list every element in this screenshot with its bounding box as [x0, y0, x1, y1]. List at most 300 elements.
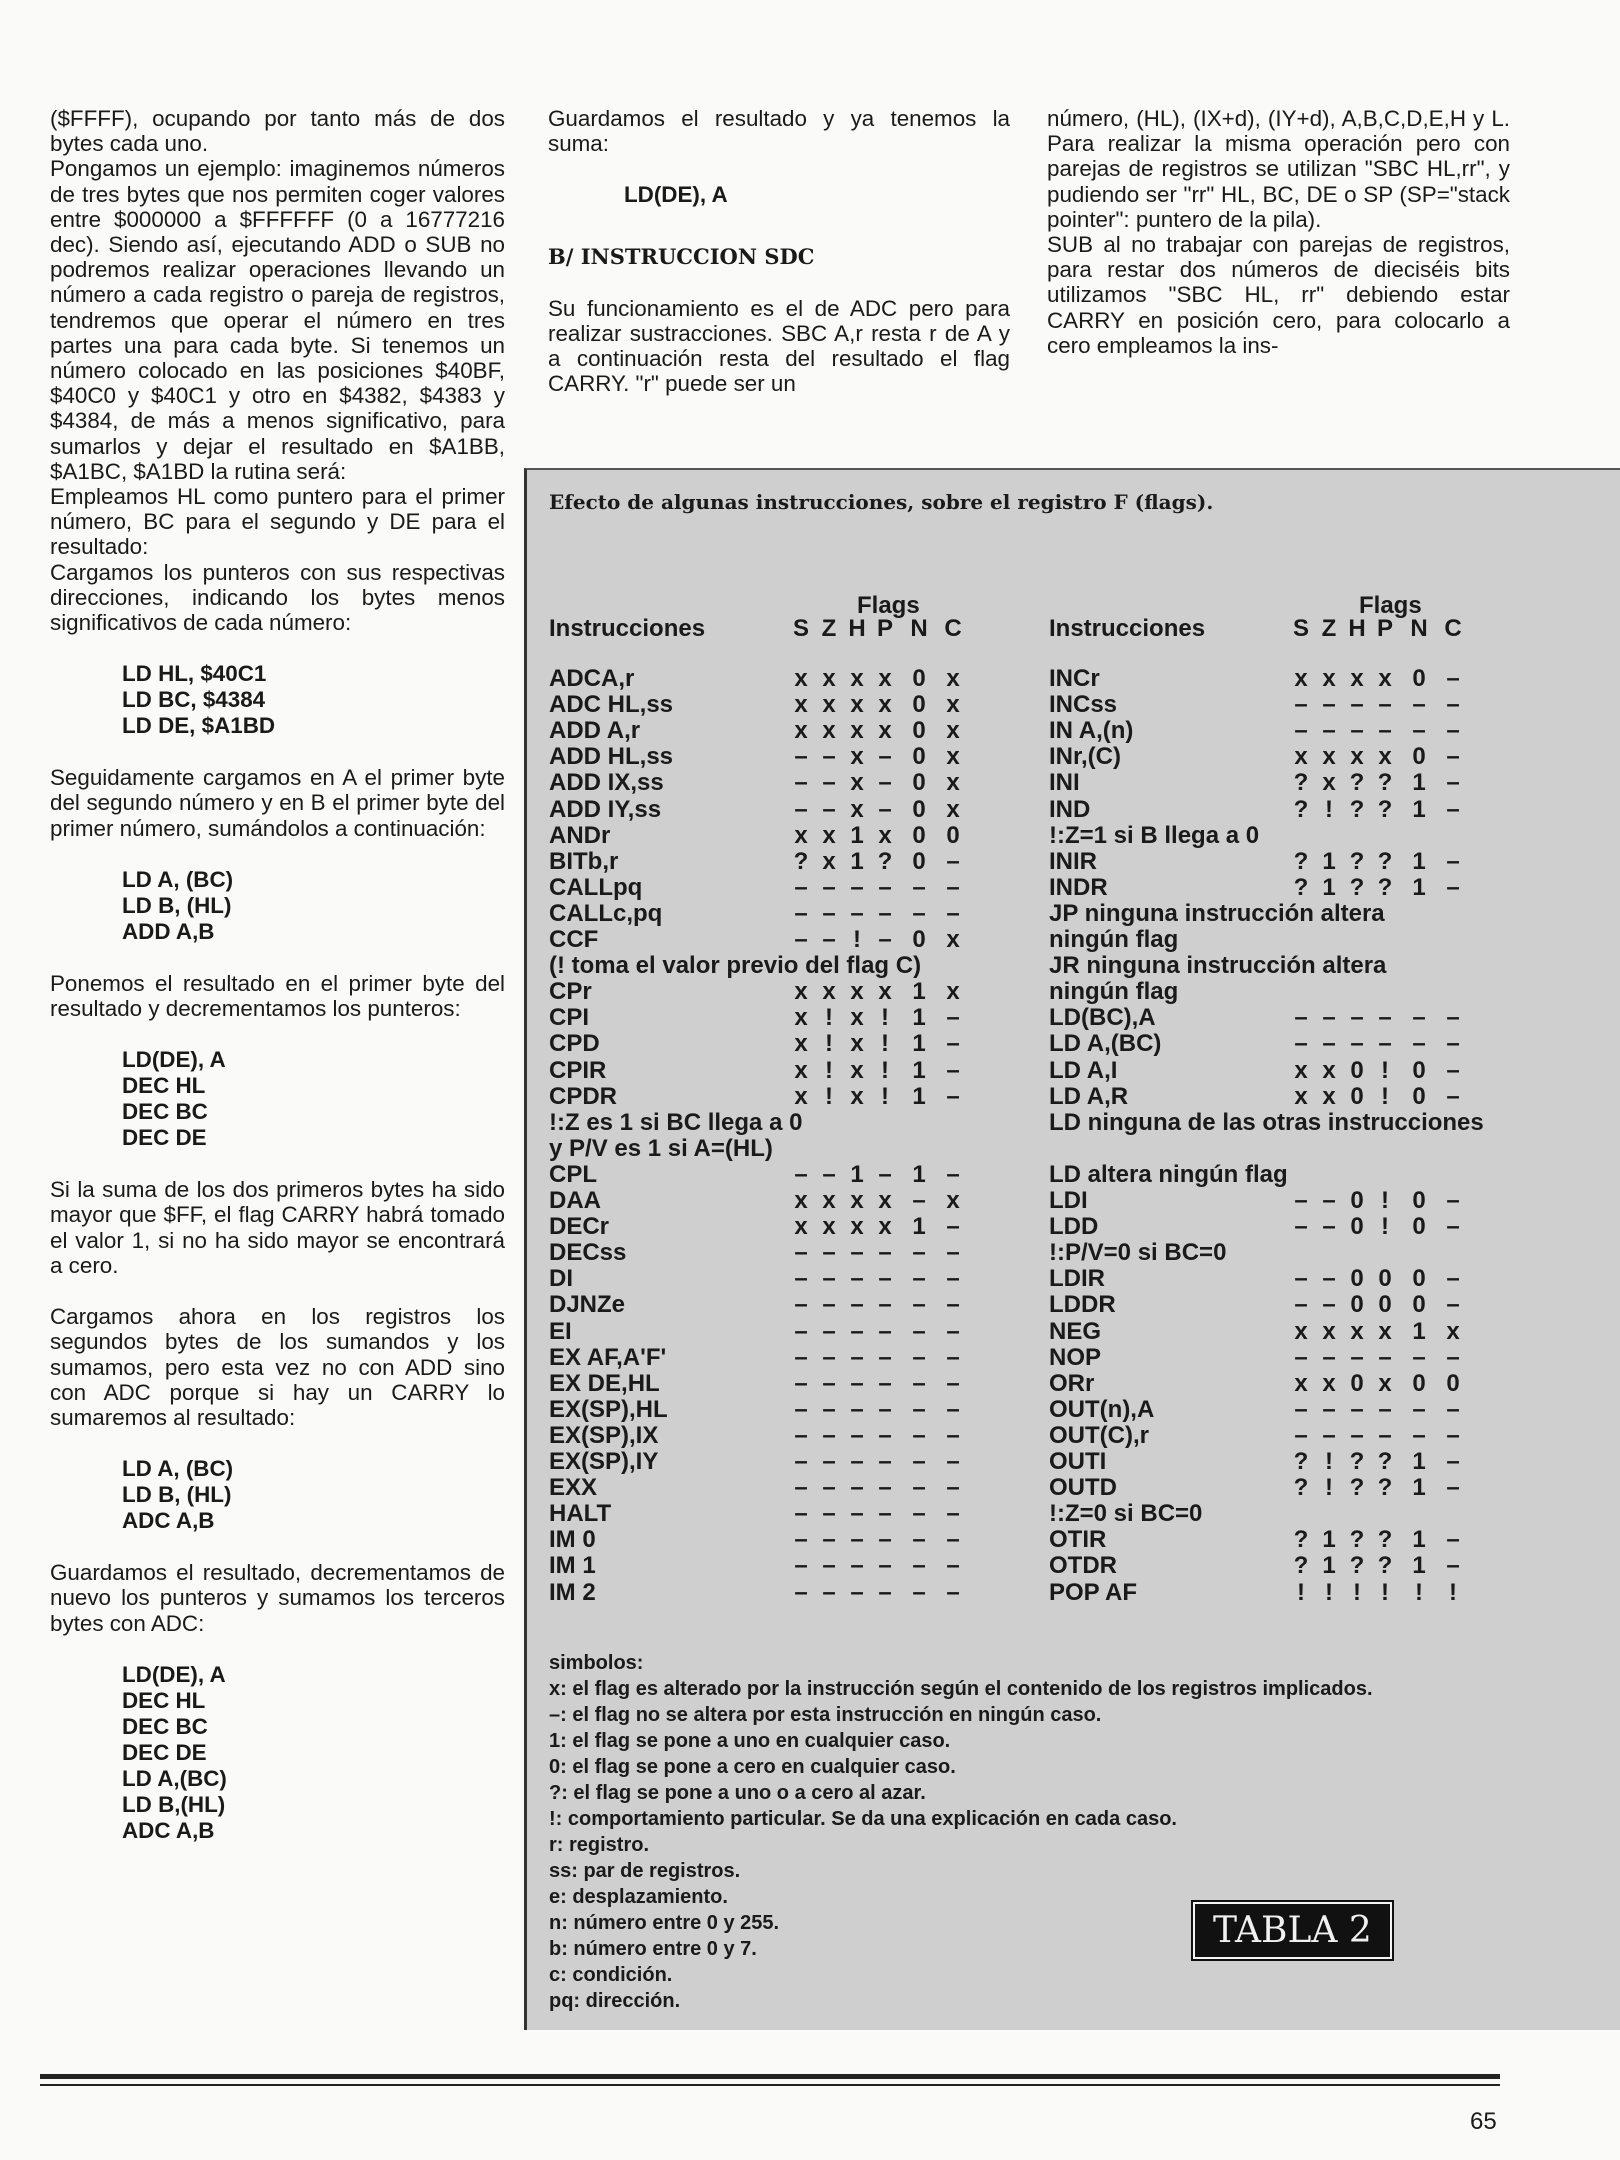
flag-cell: –	[1322, 1421, 1336, 1449]
flag-cell: 1	[1322, 873, 1336, 901]
flag-cell: 0	[912, 821, 926, 849]
flag-cell: 0	[1446, 1369, 1460, 1397]
flag-cell: !	[1325, 1448, 1333, 1475]
flag-cell: x	[794, 1004, 808, 1032]
flag-cell: 1	[912, 1160, 926, 1188]
instruction-name: OTDR	[1049, 1552, 1117, 1580]
flag-cell: –	[794, 926, 808, 953]
flag-cell: x	[850, 769, 864, 797]
flag-cell: –	[946, 899, 960, 927]
flag-cell: –	[1294, 1213, 1308, 1241]
flag-cell: –	[794, 1343, 808, 1371]
flag-cell: 1	[1412, 1448, 1426, 1475]
flag-cell: –	[794, 1474, 808, 1502]
flag-cell: –	[878, 926, 892, 953]
flag-cell: !	[881, 1082, 889, 1110]
flag-cell: ?	[1349, 795, 1365, 823]
table-row	[549, 692, 1029, 718]
instruction-name: CALLpq	[549, 873, 643, 901]
instruction-name: EX DE,HL	[549, 1369, 660, 1397]
table-row	[549, 1371, 1029, 1397]
flag-cell: !	[1381, 1082, 1389, 1110]
flag-cell: –	[1378, 1421, 1392, 1449]
table-row	[1049, 901, 1529, 927]
flag-cell: –	[946, 873, 960, 901]
table-row	[549, 927, 1029, 953]
code-line: LD BC, $4384	[122, 687, 266, 713]
flag-cell: ?	[1293, 1526, 1309, 1554]
column-header-flag-z: Z	[1321, 615, 1337, 642]
flag-cell: –	[850, 1552, 864, 1580]
table-row	[1049, 1371, 1529, 1397]
flag-cell: –	[946, 1317, 960, 1345]
table-row	[549, 770, 1029, 796]
flag-cell: –	[1294, 1004, 1308, 1032]
flag-cell: x	[878, 821, 892, 849]
table-row	[1049, 1449, 1529, 1475]
instruction-name: DECr	[549, 1213, 610, 1241]
flag-cell: 0	[1350, 1265, 1364, 1293]
flag-cell: –	[1322, 1343, 1336, 1371]
flag-cell: –	[1446, 795, 1460, 823]
table-row	[549, 1214, 1029, 1240]
code-line: DEC DE	[122, 1739, 207, 1765]
table-row	[1049, 953, 1529, 979]
code-line: LD B, (HL)	[122, 892, 232, 918]
flag-cell: x	[1322, 1369, 1336, 1397]
paragraph: Guardamos el resultado, decrementamos de nuevo los punteros y sumamos los terceros bytes con ADC:	[50, 1560, 505, 1636]
instruction-name: !:Z=1 si B llega a 0	[1049, 821, 1260, 849]
flag-cell: 1	[1412, 769, 1426, 797]
flag-cell: –	[912, 1448, 926, 1475]
flag-cell: x	[1378, 743, 1392, 771]
flag-cell: –	[912, 873, 926, 901]
flag-cell: –	[1446, 1004, 1460, 1032]
flag-cell: –	[946, 1500, 960, 1528]
symbol-item: ss: par de registros.	[549, 1860, 741, 1882]
flag-cell: 0	[1412, 1082, 1426, 1110]
flag-cell: x	[822, 717, 836, 745]
instruction-name: ADCA,r	[549, 665, 635, 692]
table-row	[1049, 797, 1529, 823]
flag-cell: –	[794, 1448, 808, 1475]
flag-cell: x	[794, 691, 808, 719]
flag-cell: ?	[1349, 1474, 1365, 1502]
instruction-name: ningún flag	[1049, 978, 1179, 1006]
flag-cell: x	[850, 1004, 864, 1032]
table-row	[549, 718, 1029, 744]
flag-cell: ?	[1293, 1474, 1309, 1502]
paragraph: Cargamos ahora en los registros los segundos bytes de los sumandos y los sumamos, pero esta vez no con ADD sino con ADC porque si hay un CARRY lo sumaremos al resultado:	[50, 1304, 505, 1430]
instruction-name: JP ninguna instrucción altera	[1049, 899, 1385, 927]
instruction-name: CALLc,pq	[549, 899, 663, 927]
flag-cell: 1	[1322, 1552, 1336, 1580]
flag-cell: 0	[1350, 1187, 1364, 1214]
flag-cell: ?	[1349, 769, 1365, 797]
symbol-item: e: desplazamiento.	[549, 1886, 728, 1908]
flag-cell: –	[946, 1474, 960, 1502]
section-heading: B/ INSTRUCCION SDC	[548, 244, 815, 270]
flag-cell: –	[878, 1578, 892, 1606]
table-row	[549, 1005, 1029, 1031]
instruction-name: IM 0	[549, 1526, 596, 1554]
table-row	[549, 1031, 1029, 1057]
column-header-instrucciones: Instrucciones	[549, 615, 706, 642]
instruction-name: DECss	[549, 1239, 627, 1267]
flag-cell: !	[1415, 1578, 1423, 1606]
flag-cell: –	[1412, 717, 1426, 745]
flags-table-box	[524, 468, 1620, 2030]
flag-cell: x	[850, 717, 864, 745]
flag-cell: –	[1350, 1395, 1364, 1423]
flag-cell: !	[881, 1056, 889, 1084]
text-column-3	[1047, 106, 1510, 358]
instruction-name: LD ninguna de las otras instrucciones	[1049, 1108, 1484, 1136]
code-line: LD A,(BC)	[122, 1765, 227, 1791]
table-row	[549, 1319, 1029, 1345]
flag-cell: –	[822, 926, 836, 953]
instruction-name: POP AF	[1049, 1578, 1138, 1606]
flag-cell: –	[1322, 717, 1336, 745]
table-row	[549, 1162, 1029, 1188]
flag-cell: –	[912, 1474, 926, 1502]
flag-cell: !	[1325, 1578, 1333, 1606]
flag-cell: –	[878, 1526, 892, 1554]
table-row	[1049, 1501, 1529, 1527]
instruction-name: LD A,I	[1049, 1056, 1118, 1084]
flag-cell: ?	[1293, 847, 1309, 875]
table-row	[549, 1110, 1029, 1136]
table-row	[549, 823, 1029, 849]
table-row	[1049, 1553, 1529, 1579]
flag-cell: 1	[1412, 795, 1426, 823]
flag-cell: ?	[1377, 1526, 1393, 1554]
flag-cell: –	[1322, 1291, 1336, 1319]
table-row	[549, 1266, 1029, 1292]
flag-cell: ?	[1349, 1526, 1365, 1554]
flag-cell: 0	[1412, 1213, 1426, 1241]
paragraph: Su funcionamiento es el de ADC pero para realizar sustracciones. SBC A,r resta r de A y a continuación resta del resultado el flag CARRY. "r" puede ser un	[548, 295, 1010, 397]
flag-cell: x	[822, 978, 836, 1006]
symbol-item: pq: dirección.	[549, 1990, 681, 2012]
flag-cell: x	[822, 691, 836, 719]
flag-cell: –	[850, 1239, 864, 1267]
flag-cell: –	[1446, 743, 1460, 771]
flag-cell: x	[822, 847, 836, 875]
flag-cell: x	[794, 1213, 808, 1241]
flag-cell: –	[794, 1317, 808, 1345]
flag-cell: –	[794, 1160, 808, 1188]
flag-cell: –	[794, 1239, 808, 1267]
table-row	[549, 797, 1029, 823]
table-row	[549, 1423, 1029, 1449]
flag-cell: 1	[1412, 873, 1426, 901]
flag-cell: 0	[912, 665, 926, 692]
flag-cell: !	[1325, 795, 1333, 823]
flag-cell: 0	[946, 821, 960, 849]
flag-cell: –	[822, 1526, 836, 1554]
flag-cell: x	[1322, 1082, 1336, 1110]
flag-cell: x	[946, 926, 960, 953]
table-row	[1049, 1058, 1529, 1084]
flag-cell: –	[912, 899, 926, 927]
table-row	[1049, 1580, 1529, 1606]
flag-cell: –	[1446, 1474, 1460, 1502]
column-header-flag-p: P	[1376, 615, 1393, 642]
column-header-flag-c: C	[1444, 615, 1462, 642]
instruction-name: INr,(C)	[1049, 743, 1121, 771]
table-row	[1049, 666, 1529, 692]
symbol-item: ?: el flag se pone a uno o a cero al azar.	[549, 1782, 926, 1804]
flag-cell: –	[1322, 1004, 1336, 1032]
flag-cell: –	[946, 1421, 960, 1449]
symbols-legend	[549, 1650, 1373, 2014]
flag-cell: 1	[1412, 1317, 1426, 1345]
flag-cell: x	[1322, 769, 1336, 797]
flag-cell: –	[794, 1421, 808, 1449]
table-row	[1049, 1214, 1529, 1240]
flag-cell: x	[1294, 1317, 1308, 1345]
flag-cell: –	[850, 1343, 864, 1371]
column-header-flag-s: S	[1292, 615, 1309, 642]
flag-cell: !	[1325, 1474, 1333, 1502]
table-row	[549, 1136, 1029, 1162]
instruction-name: NEG	[1049, 1317, 1102, 1345]
instruction-name: INCr	[1049, 665, 1100, 692]
table-row	[1049, 744, 1529, 770]
table-row	[1049, 1475, 1529, 1501]
table-row	[549, 744, 1029, 770]
flag-cell: x	[1350, 1317, 1364, 1345]
flag-cell: –	[1350, 717, 1364, 745]
symbol-item: –: el flag no se altera por esta instrucción en ningún caso.	[549, 1704, 1102, 1726]
code-line: LD A, (BC)	[122, 1456, 234, 1482]
instruction-name: ORr	[1049, 1369, 1095, 1397]
flag-cell: x	[878, 1213, 892, 1241]
table-header-right	[1049, 616, 1519, 642]
table-row	[1049, 1110, 1529, 1136]
flag-cell: –	[794, 1369, 808, 1397]
flag-cell: x	[850, 1082, 864, 1110]
flag-cell: –	[850, 1500, 864, 1528]
flag-cell: x	[878, 978, 892, 1006]
table-row	[1049, 1136, 1529, 1162]
instruction-name: EI	[549, 1317, 572, 1345]
flag-cell: 1	[912, 1004, 926, 1032]
flag-cell: –	[850, 1526, 864, 1554]
flag-cell: x	[1294, 743, 1308, 771]
flag-cell: ?	[793, 847, 809, 875]
flag-cell: x	[794, 1030, 808, 1058]
text-column-2	[548, 106, 1010, 396]
flag-cell: 1	[1322, 847, 1336, 875]
flag-cell: –	[1446, 1082, 1460, 1110]
flag-cell: –	[1378, 1004, 1392, 1032]
flag-cell: !	[1381, 1578, 1389, 1606]
code-line: LD B,(HL)	[122, 1791, 226, 1817]
flag-cell: –	[1412, 691, 1426, 719]
instruction-name: EX AF,A'F'	[549, 1343, 667, 1371]
flag-cell: –	[822, 1291, 836, 1319]
flag-cell: –	[1446, 1213, 1460, 1241]
paragraph: Cargamos los punteros con sus respectivas direcciones, indicando los bytes menos significativos de cada número:	[50, 559, 505, 636]
flag-cell: x	[1294, 1082, 1308, 1110]
table-row	[549, 979, 1029, 1005]
flag-cell: –	[850, 1448, 864, 1475]
flag-cell: 1	[1322, 1526, 1336, 1554]
bottom-rule-thin	[40, 2084, 1500, 2086]
symbol-item: c: condición.	[549, 1964, 673, 1986]
flag-cell: –	[946, 847, 960, 875]
flag-cell: 0	[1350, 1369, 1364, 1397]
flag-cell: x	[1378, 1317, 1392, 1345]
flag-cell: x	[850, 795, 864, 823]
page-number: 65	[1470, 2108, 1497, 2135]
instruction-name: LD A,R	[1049, 1082, 1129, 1110]
table-row	[1049, 927, 1529, 953]
flag-cell: 0	[912, 717, 926, 745]
instruction-name: CPIR	[549, 1056, 607, 1084]
flag-cell: –	[946, 1448, 960, 1475]
flag-cell: –	[946, 1552, 960, 1580]
table-row	[1049, 849, 1529, 875]
column-header-flag-h: H	[1348, 615, 1366, 642]
flag-cell: x	[878, 665, 892, 692]
instruction-name: IM 2	[549, 1578, 596, 1606]
instruction-name: IM 1	[549, 1552, 596, 1580]
flag-cell: –	[822, 1265, 836, 1293]
flag-cell: –	[794, 1395, 808, 1423]
flag-cell: 1	[850, 821, 864, 849]
instruction-name: NOP	[1049, 1343, 1102, 1371]
flag-cell: –	[1350, 1343, 1364, 1371]
flag-cell: –	[822, 899, 836, 927]
flag-cell: 0	[912, 769, 926, 797]
instruction-name: CPr	[549, 978, 592, 1006]
flags-label-right: Flags	[1359, 592, 1422, 619]
code-line: DEC BC	[122, 1099, 208, 1125]
code-line: DEC BC	[122, 1713, 208, 1739]
flag-cell: ?	[1349, 873, 1365, 901]
flag-cell: x	[946, 769, 960, 797]
code-line: LD(DE), A	[624, 182, 728, 208]
table-row	[549, 1553, 1029, 1579]
column-header-flag-z: Z	[821, 615, 837, 642]
flag-cell: ?	[1377, 873, 1393, 901]
flag-cell: 0	[1412, 1056, 1426, 1084]
flag-cell: –	[794, 1526, 808, 1554]
flag-cell: x	[1350, 743, 1364, 771]
flag-cell: x	[850, 743, 864, 771]
table-row	[549, 1084, 1029, 1110]
table-row	[549, 1240, 1029, 1266]
instruction-name: LD altera ningún flag	[1049, 1160, 1288, 1188]
code-block	[122, 1662, 505, 1844]
flag-cell: 1	[912, 1030, 926, 1058]
instruction-name: DJNZe	[549, 1291, 626, 1319]
table-row	[549, 1345, 1029, 1371]
table-row	[1049, 1188, 1529, 1214]
instruction-name: LDI	[1049, 1187, 1088, 1214]
flag-cell: –	[794, 899, 808, 927]
instruction-name: EX(SP),IY	[549, 1448, 659, 1475]
flag-cell: –	[1412, 1343, 1426, 1371]
flag-cell: –	[850, 1317, 864, 1345]
table-row	[1049, 770, 1529, 796]
code-block	[122, 1047, 505, 1151]
table-row	[1049, 718, 1529, 744]
instruction-name: INI	[1049, 769, 1080, 797]
flag-cell: x	[1378, 665, 1392, 692]
flag-cell: –	[850, 1395, 864, 1423]
flag-cell: x	[850, 691, 864, 719]
symbol-item: r: registro.	[549, 1834, 650, 1856]
flag-cell: –	[1294, 1291, 1308, 1319]
flag-cell: –	[912, 1500, 926, 1528]
flag-cell: !	[1381, 1187, 1389, 1214]
instruction-name: ADD HL,ss	[549, 743, 674, 771]
flag-cell: –	[1350, 1421, 1364, 1449]
flag-cell: –	[946, 1056, 960, 1084]
table-row	[1049, 979, 1529, 1005]
flag-cell: –	[794, 1265, 808, 1293]
flag-cell: –	[1294, 1343, 1308, 1371]
flag-cell: –	[946, 1082, 960, 1110]
flag-cell: –	[946, 1004, 960, 1032]
instruction-name: !:Z es 1 si BC llega a 0	[549, 1108, 803, 1136]
paragraph: Ponemos el resultado en el primer byte del resultado y decrementamos los punteros:	[50, 970, 505, 1022]
flag-cell: –	[878, 1474, 892, 1502]
flag-cell: –	[794, 1578, 808, 1606]
code-line: DEC DE	[122, 1125, 207, 1151]
flag-cell: –	[878, 1343, 892, 1371]
table-row	[549, 1449, 1029, 1475]
flag-cell: 0	[1378, 1291, 1392, 1319]
paragraph: Si la suma de los dos primeros bytes ha sido mayor que $FF, el flag CARRY habrá tomado el valor 1, si no ha sido mayor se encontrará a cero.	[50, 1177, 505, 1278]
flag-cell: x	[1446, 1317, 1460, 1345]
flag-cell: x	[794, 717, 808, 745]
flag-cell: –	[850, 1474, 864, 1502]
flag-cell: –	[850, 1265, 864, 1293]
flag-cell: –	[822, 743, 836, 771]
flag-cell: –	[878, 1552, 892, 1580]
table-row	[1049, 1266, 1529, 1292]
flag-cell: ?	[1293, 1552, 1309, 1580]
flag-cell: !	[825, 1030, 833, 1058]
flag-cell: x	[822, 665, 836, 692]
flag-cell: –	[912, 1317, 926, 1345]
code-line: LD(DE), A	[122, 1661, 226, 1687]
column-header-flag-p: P	[876, 615, 893, 642]
flag-cell: –	[1378, 1395, 1392, 1423]
instruction-name: ningún flag	[1049, 926, 1179, 953]
flag-cell: –	[850, 899, 864, 927]
flag-cell: –	[878, 1160, 892, 1188]
table-row	[549, 875, 1029, 901]
flag-cell: 0	[912, 926, 926, 953]
flag-cell: 0	[912, 795, 926, 823]
flag-cell: 0	[1412, 1291, 1426, 1319]
code-line: LD B, (HL)	[122, 1482, 232, 1508]
flag-cell: 1	[850, 847, 864, 875]
column-header-flag-h: H	[848, 615, 866, 642]
instruction-name: ADD IY,ss	[549, 795, 662, 823]
flag-cell: –	[878, 1369, 892, 1397]
instruction-name: CCF	[549, 926, 599, 953]
flag-cell: –	[1322, 1213, 1336, 1241]
flag-cell: x	[1322, 743, 1336, 771]
flag-cell: 0	[912, 743, 926, 771]
